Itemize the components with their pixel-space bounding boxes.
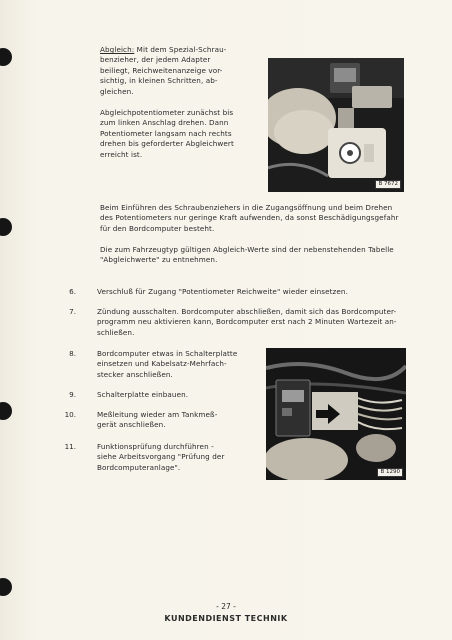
photo-1-reference: B 7672 xyxy=(375,180,401,189)
intro-paragraph-2: Abgleichpotentiometer zunächst bis zum linken Anschlag drehen. Dann Potentiometer langsam nach rechts drehen bis geforderter Abgleichwert erreicht ist. xyxy=(100,108,234,159)
connector-photo xyxy=(266,348,406,480)
step-number: 8. xyxy=(69,349,76,358)
binder-hole xyxy=(0,218,12,236)
step-number: 7. xyxy=(69,307,76,316)
step-text: Meßleitung wieder am Tankmeß- gerät anschließen. xyxy=(97,410,218,430)
step-text: Verschluß für Zugang "Potentiometer Reichweite" wieder einsetzen. xyxy=(97,287,348,296)
abgleich-heading: Abgleich: xyxy=(100,45,135,54)
abgleich-text: Mit dem Spezial-Schrau- benzieher, der jedem Adapter beiliegt, Reichweitenanzeige vor- sichtig, in kleinen Schritten, ab- gleichen. xyxy=(100,45,227,96)
step-number: 11. xyxy=(64,442,76,451)
step-number: 9. xyxy=(69,390,76,399)
binder-hole xyxy=(0,578,12,596)
adapter-photo xyxy=(268,58,404,192)
photo-2-reference: B 1290 xyxy=(377,468,403,477)
caution-paragraph: Beim Einführen des Schraubenziehers in die Zugangsöffnung und beim Drehen des Potentiometers nur geringe Kraft aufwenden, da sonst Beschädigungsgefahr für den Bordcomputer besteht. xyxy=(100,203,399,233)
page-number: - 27 - xyxy=(216,602,236,611)
binder-hole xyxy=(0,402,12,420)
binder-hole xyxy=(0,48,12,66)
step-text: Bordcomputer etwas in Schalterplatte einsetzen und Kabelsatz-Mehrfach- stecker anschließen. xyxy=(97,349,238,379)
adapter-photo-illustration xyxy=(268,58,404,192)
step-number: 6. xyxy=(69,287,76,296)
footer-title: KUNDENDIENST TECHNIK xyxy=(164,614,288,623)
step-number: 10. xyxy=(64,410,76,419)
connector-photo-illustration xyxy=(266,348,406,480)
step-text: Zündung ausschalten. Bordcomputer abschließen, damit sich das Bordcomputer- programm neu aktivieren kann, Bordcomputer erst nach 2 Minuten Wartezeit an- schließen. xyxy=(97,307,397,337)
intro-paragraph-1 xyxy=(100,45,260,97)
step-text: Funktionsprüfung durchführen - siehe Arbeitsvorgang "Prüfung der Bordcomputeranlage". xyxy=(97,442,225,472)
step-text: Schalterplatte einbauen. xyxy=(97,390,189,399)
table-reference-paragraph: Die zum Fahrzeugtyp gültigen Abgleich-Werte sind der nebenstehenden Tabelle "Abgleichwerte" zu entnehmen. xyxy=(100,245,394,265)
